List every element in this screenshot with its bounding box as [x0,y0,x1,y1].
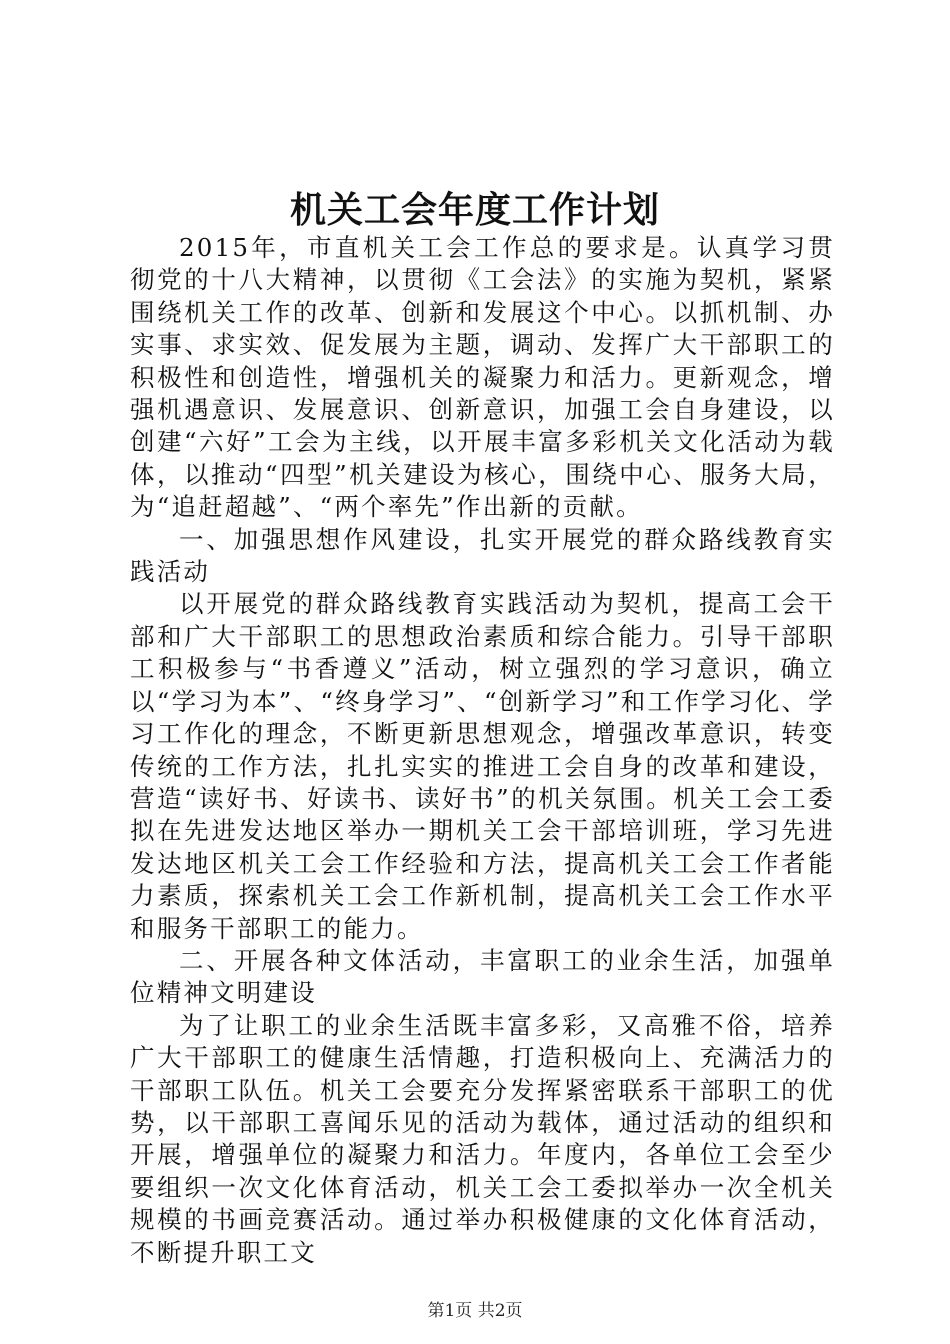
page-number-footer: 第1页 共2页 [427,1301,523,1321]
paragraph-section-1: 以开展党的群众路线教育实践活动为契机，提高工会干部和广大干部职工的思想政治素质和综合能力。引导干部职工积极参与“书香遵义”活动，树立强烈的学习意识，确立以“学习为本”、“终身学习”、“创新学习”和工作学习化、学习工作化的理念，不断更新思想观念，增强改革意识，转变传统的工作方法，扎扎实实的推进工会自身的改革和建设，营造“读好书、好读书、读好书”的机关氛围。机关工会工委拟在先进发达地区举办一期机关工会干部培训班，学习先进发达地区机关工会工作经验和方法，提高机关工会工作者能力素质，探索机关工会工作新机制，提高机关工会工作水平和服务干部职工的能力。 [130,589,835,943]
section-heading-2: 二、开展各种文体活动，丰富职工的业余生活，加强单位精神文明建设 [130,945,835,1008]
paragraph-intro: 2015年，市直机关工会工作总的要求是。认真学习贯彻党的十八大精神，以贯彻《工会法》的实施为契机，紧紧围绕机关工作的改革、创新和发展这个中心。以抓机制、办实事、求实效、促发展为主题，调动、发挥广大干部职工的积极性和创造性，增强机关的凝聚力和活力。更新观念，增强机遇意识、发展意识、创新意识，加强工会自身建设，以创建“六好”工会为主线，以开展丰富多彩机关文化活动为载体，以推动“四型”机关建设为核心，围绕中心、服务大局，为“追赶超越”、“两个率先”作出新的贡献。 [130,233,835,522]
document-body [130,232,835,1269]
paragraph-section-2: 为了让职工的业余生活既丰富多彩，又高雅不俗，培养广大干部职工的健康生活情趣，打造积极向上、充满活力的干部职工队伍。机关工会要充分发挥紧密联系干部职工的优势，以干部职工喜闻乐见的活动为载体，通过活动的组织和开展，增强单位的凝聚力和活力。年度内，各单位工会至少要组织一次文化体育活动，机关工会工委拟举办一次全机关规模的书画竞赛活动。通过举办积极健康的文化体育活动，不断提升职工文 [130,1010,835,1267]
document-title: 机关工会年度工作计划 [289,189,660,231]
section-heading-1: 一、加强思想作风建设，扎实开展党的群众路线教育实践活动 [130,524,835,587]
